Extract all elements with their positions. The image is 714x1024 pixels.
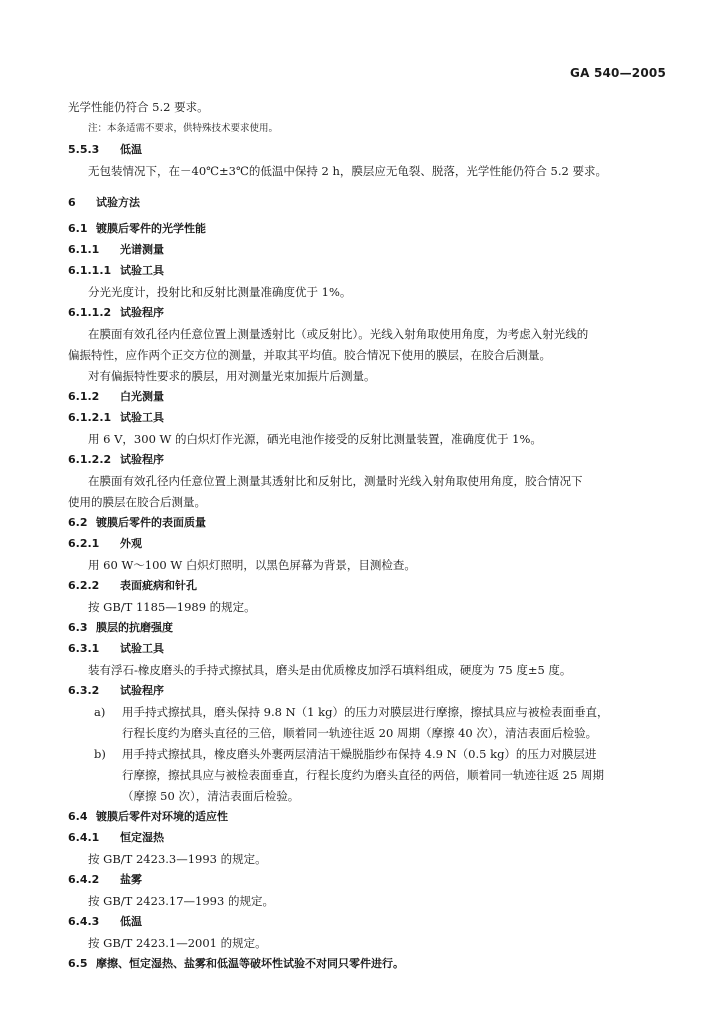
text-line: 按 GB/T 2423.1—2001 的规定。 <box>88 936 267 950</box>
section-heading: 6.4 镀膜后零件对环境的适应性 <box>68 810 228 823</box>
section-heading: 6.5 摩擦、恒定湿热、盐雾和低温等破坏性试验不对同只零件进行。 <box>68 957 404 970</box>
section-heading: 6.1.2.1 试验工具 <box>68 411 164 424</box>
section-heading: 6.1.2.2 试验程序 <box>68 453 164 466</box>
text-line: 行程长度约为磨头直径的三倍，顺着同一轨迹往返 20 周期（摩擦 40 次），清洁表面后检验。 <box>122 726 598 740</box>
text-line: 装有浮石-橡皮磨头的手持式擦拭具，磨头是由优质橡皮加浮石填料组成，硬度为 75 度±5 度。 <box>88 663 572 677</box>
text-line: （摩擦 50 次），清洁表面后检验。 <box>122 789 300 803</box>
text-line: 按 GB/T 2423.3—1993 的规定。 <box>88 852 267 866</box>
text-line: 对有偏振特性要求的膜层，用对测量光束加振片后测量。 <box>88 369 376 383</box>
text-line: 分光光度计，投射比和反射比测量准确度优于 1%。 <box>88 285 352 299</box>
text-line: 无包装情况下，在－40℃±3℃的低温中保持 2 h，膜层应无龟裂、脱落，光学性能仍符合 5.2 要求。 <box>88 164 607 178</box>
note-line: 注：本条适需不要求，供特殊技术要求使用。 <box>88 123 279 134</box>
text-line: 行摩擦，擦拭具应与被检表面垂直，行程长度约为磨头直径的两倍，顺着同一轨迹往返 25 周期 <box>122 768 604 782</box>
section-heading: 5.5.3 低温 <box>68 143 142 156</box>
list-item: b) 用手持式擦拭具，橡皮磨头外裹两层清洁干燥脱脂纱布保持 4.9 N（0.5 kg）的压力对膜层进 <box>94 747 597 761</box>
section-heading: 6.2.2 表面疵病和针孔 <box>68 579 197 592</box>
list-item: a) 用手持式擦拭具，磨头保持 9.8 N（1 kg）的压力对膜层进行摩擦，擦拭具应与被检表面垂直， <box>94 705 609 719</box>
text-line: 在膜面有效孔径内任意位置上测量透射比（或反射比）。光线入射角取使用角度，为考虑入射光线的 <box>88 327 589 341</box>
text-line: 按 GB/T 1185—1989 的规定。 <box>88 600 256 614</box>
text-line: 用 60 W～100 W 白炽灯照明，以黑色屏幕为背景，目测检查。 <box>88 558 416 572</box>
section-heading: 6.3.2 试验程序 <box>68 684 164 697</box>
section-heading: 6.1 镀膜后零件的光学性能 <box>68 222 206 235</box>
section-heading: 6.2 镀膜后零件的表面质量 <box>68 516 206 529</box>
section-heading: 6.4.3 低温 <box>68 915 142 928</box>
text-line: 使用的膜层在胶合后测量。 <box>68 495 206 509</box>
section-heading: 6.3 膜层的抗磨强度 <box>68 621 173 634</box>
section-heading: 6.1.1.1 试验工具 <box>68 264 164 277</box>
text-line: 光学性能仍符合 5.2 要求。 <box>68 100 209 114</box>
text-line: 用 6 V，300 W 的白炽灯作光源，硒光电池作接受的反射比测量装置，准确度优于 1%。 <box>88 432 542 446</box>
section-heading: 6.1.1 光谱测量 <box>68 243 164 256</box>
section-heading: 6.4.2 盐雾 <box>68 873 142 886</box>
section-heading: 6.1.1.2 试验程序 <box>68 306 164 319</box>
section-heading: 6.2.1 外观 <box>68 537 142 550</box>
chapter-heading: 6 试验方法 <box>68 196 140 209</box>
section-heading: 6.1.2 白光测量 <box>68 390 164 403</box>
text-line: 按 GB/T 2423.17—1993 的规定。 <box>88 894 274 908</box>
standard-number-header: GA 540—2005 <box>570 66 666 80</box>
text-line: 偏振特性，应作两个正交方位的测量，并取其平均值。胶合情况下使用的膜层，在胶合后测量。 <box>68 348 551 362</box>
section-heading: 6.3.1 试验工具 <box>68 642 164 655</box>
text-line: 在膜面有效孔径内任意位置上测量其透射比和反射比，测量时光线入射角取使用角度，胶合情况下 <box>88 474 583 488</box>
section-heading: 6.4.1 恒定湿热 <box>68 831 164 844</box>
